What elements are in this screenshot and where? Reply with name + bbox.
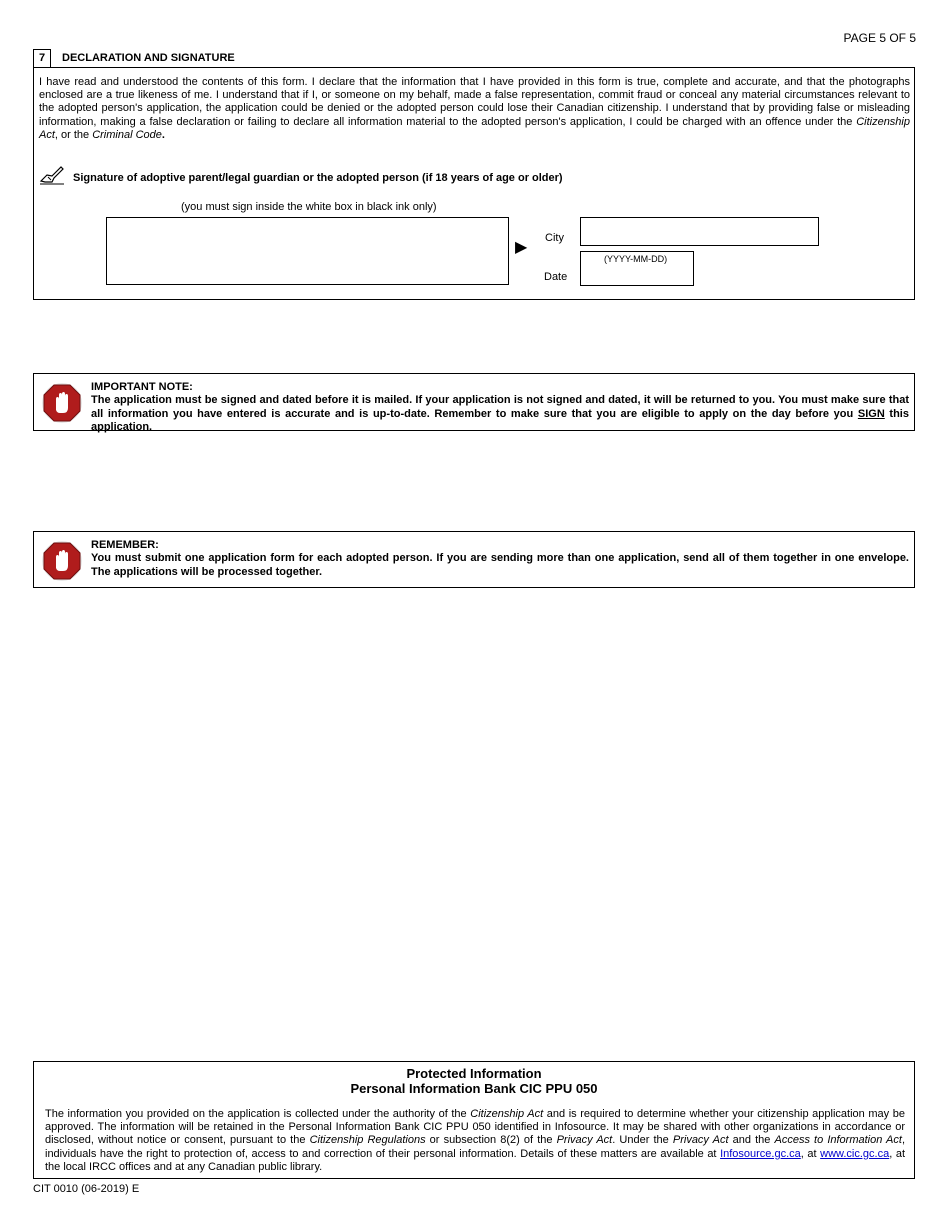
section-number: 7: [33, 49, 51, 67]
remember-note-title: REMEMBER:: [91, 539, 159, 551]
privacy-subtitle: Personal Information Bank CIC PPU 050: [350, 1081, 598, 1096]
declaration-text: [39, 76, 910, 142]
privacy-p1: The information you provided on the application is collected under the authority of the: [45, 1108, 471, 1120]
infosource-link[interactable]: Infosource.gc.ca: [720, 1147, 801, 1160]
signature-box[interactable]: [106, 217, 509, 285]
cic-link[interactable]: www.cic.gc.ca: [820, 1147, 890, 1160]
section-title: DECLARATION AND SIGNATURE: [62, 52, 235, 64]
remember-note-text: You must submit one application form for each adopted person. If you are sending more than one application, send all of them together in one envelope. The applications will be processed together.: [91, 552, 909, 578]
remember-note-box: [33, 531, 915, 588]
declaration-part2: , or the: [54, 128, 93, 141]
declaration-section: [33, 67, 915, 300]
privacy-notice: [33, 1061, 915, 1179]
privacy-text: [45, 1108, 905, 1174]
privacy-p8: , at the local IRCC offices and at any Canadian public library.: [45, 1147, 906, 1173]
page-number: PAGE 5 OF 5: [843, 31, 916, 45]
privacy-i5: Access to Information Act: [774, 1134, 902, 1147]
declaration-part1: I have read and understood the contents of this form. I declare that the information that I have provided in this form is true, complete and accurate, and that the photographs enclosed are a true likeness of me. I understand that if I, or someone on my behalf, made a false representation, commit fraud or conceal any material circumstances relevant to the adopted person's application, the application could be denied or the adopted person could lose their Canadian citizenship. I understand that by providing false or misleading information, making a false declaration or failing to declare all information material to the adopted person's application, I could be charged with an offence under the: [39, 76, 910, 128]
date-label: Date: [544, 271, 568, 283]
privacy-i2: Citizenship Regulations: [309, 1134, 426, 1147]
important-note-box: [33, 373, 915, 431]
privacy-p7: , at: [800, 1147, 821, 1160]
privacy-i3: Privacy Act: [556, 1134, 613, 1147]
city-field[interactable]: [580, 217, 819, 246]
arrow-right-icon: ▶: [515, 239, 528, 256]
privacy-title: Protected Information: [406, 1066, 542, 1081]
privacy-p4: . Under the: [612, 1134, 673, 1147]
date-format-hint: (YYYY-MM-DD): [604, 254, 668, 264]
signature-label: Signature of adoptive parent/legal guardian or the adopted person (if 18 years of age or older): [73, 172, 563, 184]
privacy-i1: Citizenship Act: [470, 1108, 544, 1120]
important-note-content: [91, 381, 909, 434]
important-note-sign: SIGN: [857, 407, 885, 420]
signature-hint: (you must sign inside the white box in black ink only): [181, 201, 437, 213]
privacy-p2: and is required to determine whether your citizenship application may be approved. The information will be retained in the Personal Information Bank CIC PPU 050 identified in Infosource. It may be shared with other organizations in accordance or disclosed, without notice or consent, pursuant to the: [45, 1108, 905, 1147]
remember-note-content: [91, 539, 909, 579]
declaration-act-citizenship: Citizenship Act: [39, 115, 910, 141]
privacy-p5: and the: [728, 1134, 775, 1147]
city-label: City: [545, 232, 564, 244]
stop-hand-icon: [41, 540, 83, 582]
declaration-act-criminal-code: Criminal Code: [92, 128, 162, 141]
declaration-part3: .: [161, 128, 165, 141]
important-note-text: The application must be signed and dated before it is mailed. If your application is not signed and dated, it will be returned to you. You must make sure that all information you have entered is accurate and is up-to-date. Remember to make sure that you are eligible to apply on the day before you: [91, 394, 909, 420]
stop-hand-icon: [41, 382, 83, 424]
privacy-i4: Privacy Act: [672, 1134, 729, 1147]
section-header: [33, 49, 235, 67]
important-note-text-end: this application.: [91, 407, 909, 433]
form-identifier: CIT 0010 (06-2019) E: [33, 1183, 140, 1195]
pen-signature-icon: [39, 164, 65, 186]
privacy-p3: or subsection 8(2) of the: [425, 1134, 557, 1147]
date-field[interactable]: [580, 251, 694, 286]
privacy-p6: , individuals have the right to protection of, access to and correction of their personal information. Details of these matters are available at: [45, 1134, 905, 1160]
important-note-title: IMPORTANT NOTE:: [91, 381, 193, 393]
